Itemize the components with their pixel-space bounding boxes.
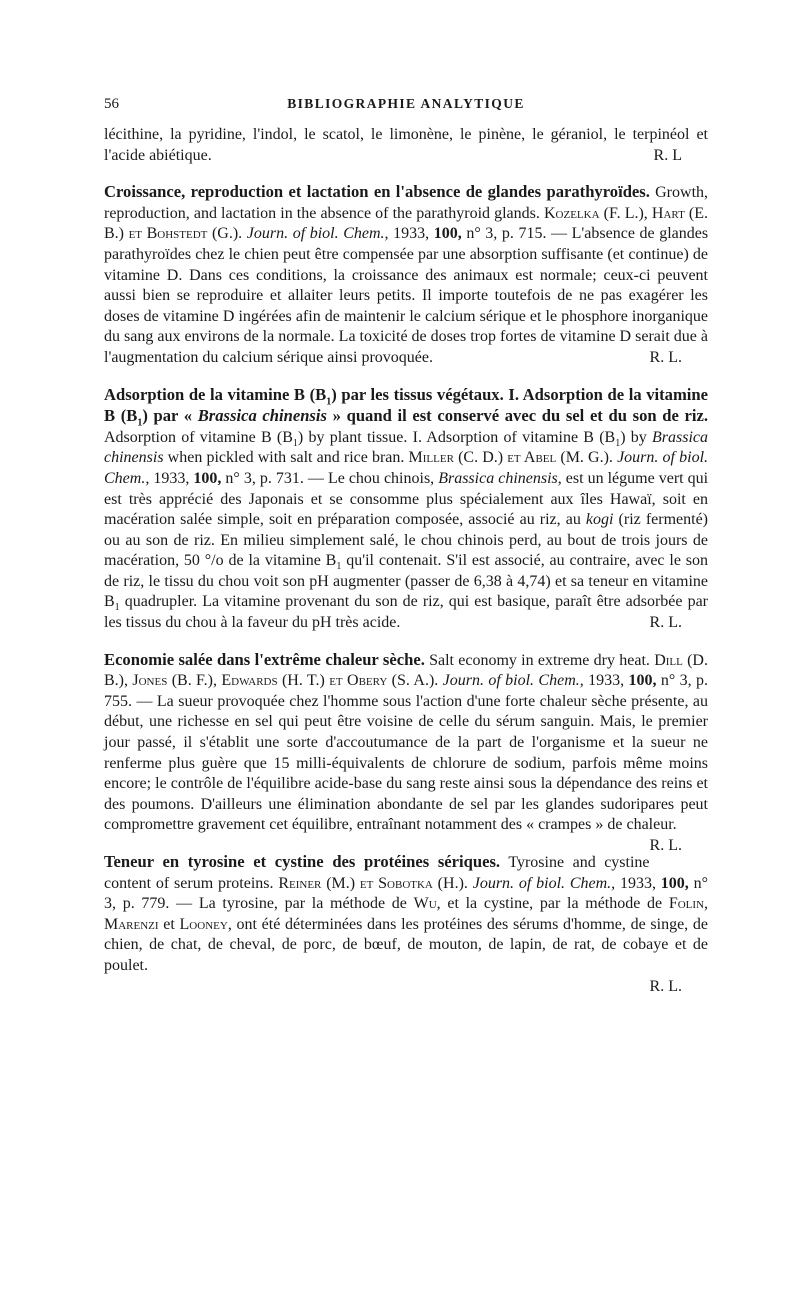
body-part: quadrupler. La vitamine provenant du son de riz, qui est basique, paraît être adsorbée par les tissus du chou à la faveur du pH très acide. [104, 593, 708, 632]
english-part: Adsorption of vitamine B (B [104, 428, 293, 446]
entry-text [104, 649, 709, 854]
body-part: Le chou chinois, [327, 469, 439, 487]
entry-body [104, 895, 708, 974]
body-part: qu'il contenait. S'il est associé, au contraire, avec le son de riz, le tissu du chou voit son pH augmenter (passer de 6,38 à 4,74) et sa teneur en vitamine B [104, 552, 709, 611]
body-author: Folin, Marenzi [104, 895, 709, 933]
entry-authors: Reiner (M.) et Sobotka (H.). [278, 874, 468, 892]
entry-body: lécithine, la pyridine, l'indol, le scatol, le limonène, le pinène, le géraniol, le terpinéol et l'acide abiétique. [104, 126, 708, 164]
body-author: Wu [413, 895, 437, 913]
body-subscript: 1 [336, 561, 342, 573]
english-subscript: 1 [292, 437, 298, 449]
running-head: BIBLIOGRAPHIE ANALYTIQUE [287, 96, 525, 111]
body-species: Brassica chinensis [438, 469, 558, 487]
entry-volume: 100, [628, 672, 657, 690]
english-part: ) by plant tissue. I. Adsorption of vitamine B (B [297, 428, 616, 446]
title-subscript: 1 [137, 417, 143, 429]
entry-english-title: Growth, reproduction, and lactation in the absence of the parathyroid glands. [104, 184, 709, 222]
entry-text [104, 852, 708, 977]
entry-parathyroid [104, 182, 708, 368]
entry-vitamin-b [104, 385, 708, 634]
entry-volume: 100, [193, 469, 222, 487]
title-part: » quand il est conservé avec du sel et du son de riz. [326, 406, 709, 426]
entry-tyrosine [104, 852, 708, 997]
entry-signature: R. L [653, 146, 682, 164]
body-subscript: 1 [114, 602, 120, 614]
entry-authors: Dill (D. B.), Jones (B. F.), Edwards (H. T.) et Obery (S. A.). [104, 651, 708, 690]
entry-title: Economie salée dans l'extrême chaleur sèche. [104, 649, 425, 669]
body-part: et [158, 915, 180, 933]
page-header [104, 96, 708, 116]
entry-year: 1933, [153, 469, 190, 487]
english-subscript: 1 [615, 437, 621, 449]
entry-signature: R. L. [649, 977, 682, 995]
body-author: Looney [179, 915, 228, 933]
body-part: , et la cystine, par la méthode de [436, 895, 669, 913]
document-page [104, 96, 708, 997]
entry-year: 1933, [393, 225, 430, 243]
entry-signature: R. L. [649, 614, 682, 632]
entry-body: La sueur provoquée chez l'homme sous l'action d'une forte chaleur sèche présente, au début, une richesse en sel qui peut être voisine de celle du sérum sanguin. Mais, le premier jour passé, il s'établit une sorte d'accoutumance de la part de l'organisme et la sueur ne renferme plus guère que 15 milli-équivalents de chlorure de sodium, parfois même moins encore; le contrôle de l'équilibre acide-base du sang reste ainsi sous la dépendance des reins et des poumons. D'ailleurs une élimination abondante de sel par les glandes sudoripares peut compromettre gravement cet équilibre, entraînant notamment des « crampes » de chaleur. [104, 692, 709, 834]
entry-issue-page: n° 3, p. 731. — [225, 469, 324, 487]
entry-body: L'absence de glandes parathyroïdes chez le chien peut être compensée par une absorption suffisante (et continue) de vitamine D. Dans ces conditions, la croissance des animaux est normale; ceux-ci peuvent aussi bien se reproduire et allaiter leurs petits. Il importe toutefois de ne pas exagérer les doses de vitamine D ingérées afin de maintenir le calcium sérique et le phosphore inorganique du sang aux environs de la normale. La toxicité de doses trop fortes de vitamine D serait due à l'augmentation du calcium sérique ainsi provoquée. [104, 225, 709, 366]
entry-issue-page: n° 3, p. 779. — [104, 874, 708, 913]
entry-authors: Kozelka (F. L.), Hart (E. B.) et Bohstedt (G.). [104, 204, 708, 243]
entry-journal: Journ. of biol. Chem., [104, 449, 709, 487]
page-number: 56 [104, 96, 119, 112]
title-subscript: 1 [326, 395, 332, 407]
entry-journal: Journ. of biol. Chem., [472, 874, 616, 892]
entry-journal: Journ. of biol. Chem., [442, 672, 584, 690]
title-part: ) par « [142, 406, 198, 426]
body-term: kogi [585, 511, 614, 529]
entry-year: 1933, [588, 672, 625, 690]
entry-volume: 100, [433, 225, 462, 243]
entry-journal: Journ. of biol. Chem., [246, 225, 389, 243]
entry-year: 1933, [619, 874, 656, 892]
title-part: ) par les tissus végétaux. I. Adsorption de la vitamine B (B [104, 384, 708, 426]
body-part: (riz fermenté) ou au son de riz. En milieu simplement salé, le chou chinois perd, au bout de trois jours de macération, 50 °/o de la vitamine B [104, 511, 708, 570]
english-species: Brassica chinensis [104, 428, 709, 467]
entry-title: Teneur en tyrosine et cystine des protéines sériques. [104, 852, 501, 871]
entry-text [104, 385, 708, 634]
entry-issue-page: n° 3, p. 755. — [104, 672, 709, 710]
entry-title [104, 384, 709, 429]
entry-signature-line [104, 977, 708, 998]
english-part: ) by [620, 428, 653, 446]
entry-volume: 100, [660, 874, 689, 892]
body-part: , ont été déterminées dans les protéines des sérums d'homme, de singe, de chien, de chat, de cheval, de porc, de bœuf, de mouton, de lapin, de rat, de cobaye et de poulet. [104, 915, 708, 974]
title-species: Brassica chinensis [197, 406, 327, 426]
title-part: Adsorption de la vitamine B (B [104, 384, 327, 404]
body-part: La tyrosine, par la méthode de [198, 895, 414, 913]
entry-text [104, 182, 708, 368]
entry-body [104, 470, 708, 631]
english-part: when pickled with salt and rice bran. [163, 449, 405, 467]
body-part: , est un légume vert qui est très apprécié des Japonais et se consomme plus spécialement aux îles Hawaï, soit en macération salée simple, soit en préparation composée, associé au riz, au [104, 469, 709, 529]
entry-title: Croissance, reproduction et lactation en l'absence de glandes parathyroïdes. [104, 182, 650, 202]
entry-authors: Miller (C. D.) et Abel (M. G.). [408, 449, 613, 467]
entry-text [104, 125, 708, 166]
entry-continuation [104, 125, 708, 166]
entry-signature: R. L. [649, 348, 682, 366]
entry-english-title: Tyrosine and cystine content of serum proteins. [104, 854, 650, 892]
entry-salt-economy [104, 649, 709, 854]
entry-signature: R. L. [649, 837, 682, 854]
entry-english-title: Salt economy in extreme dry heat. [429, 651, 650, 669]
entry-issue-page: n° 3, p. 715. — [466, 225, 568, 243]
